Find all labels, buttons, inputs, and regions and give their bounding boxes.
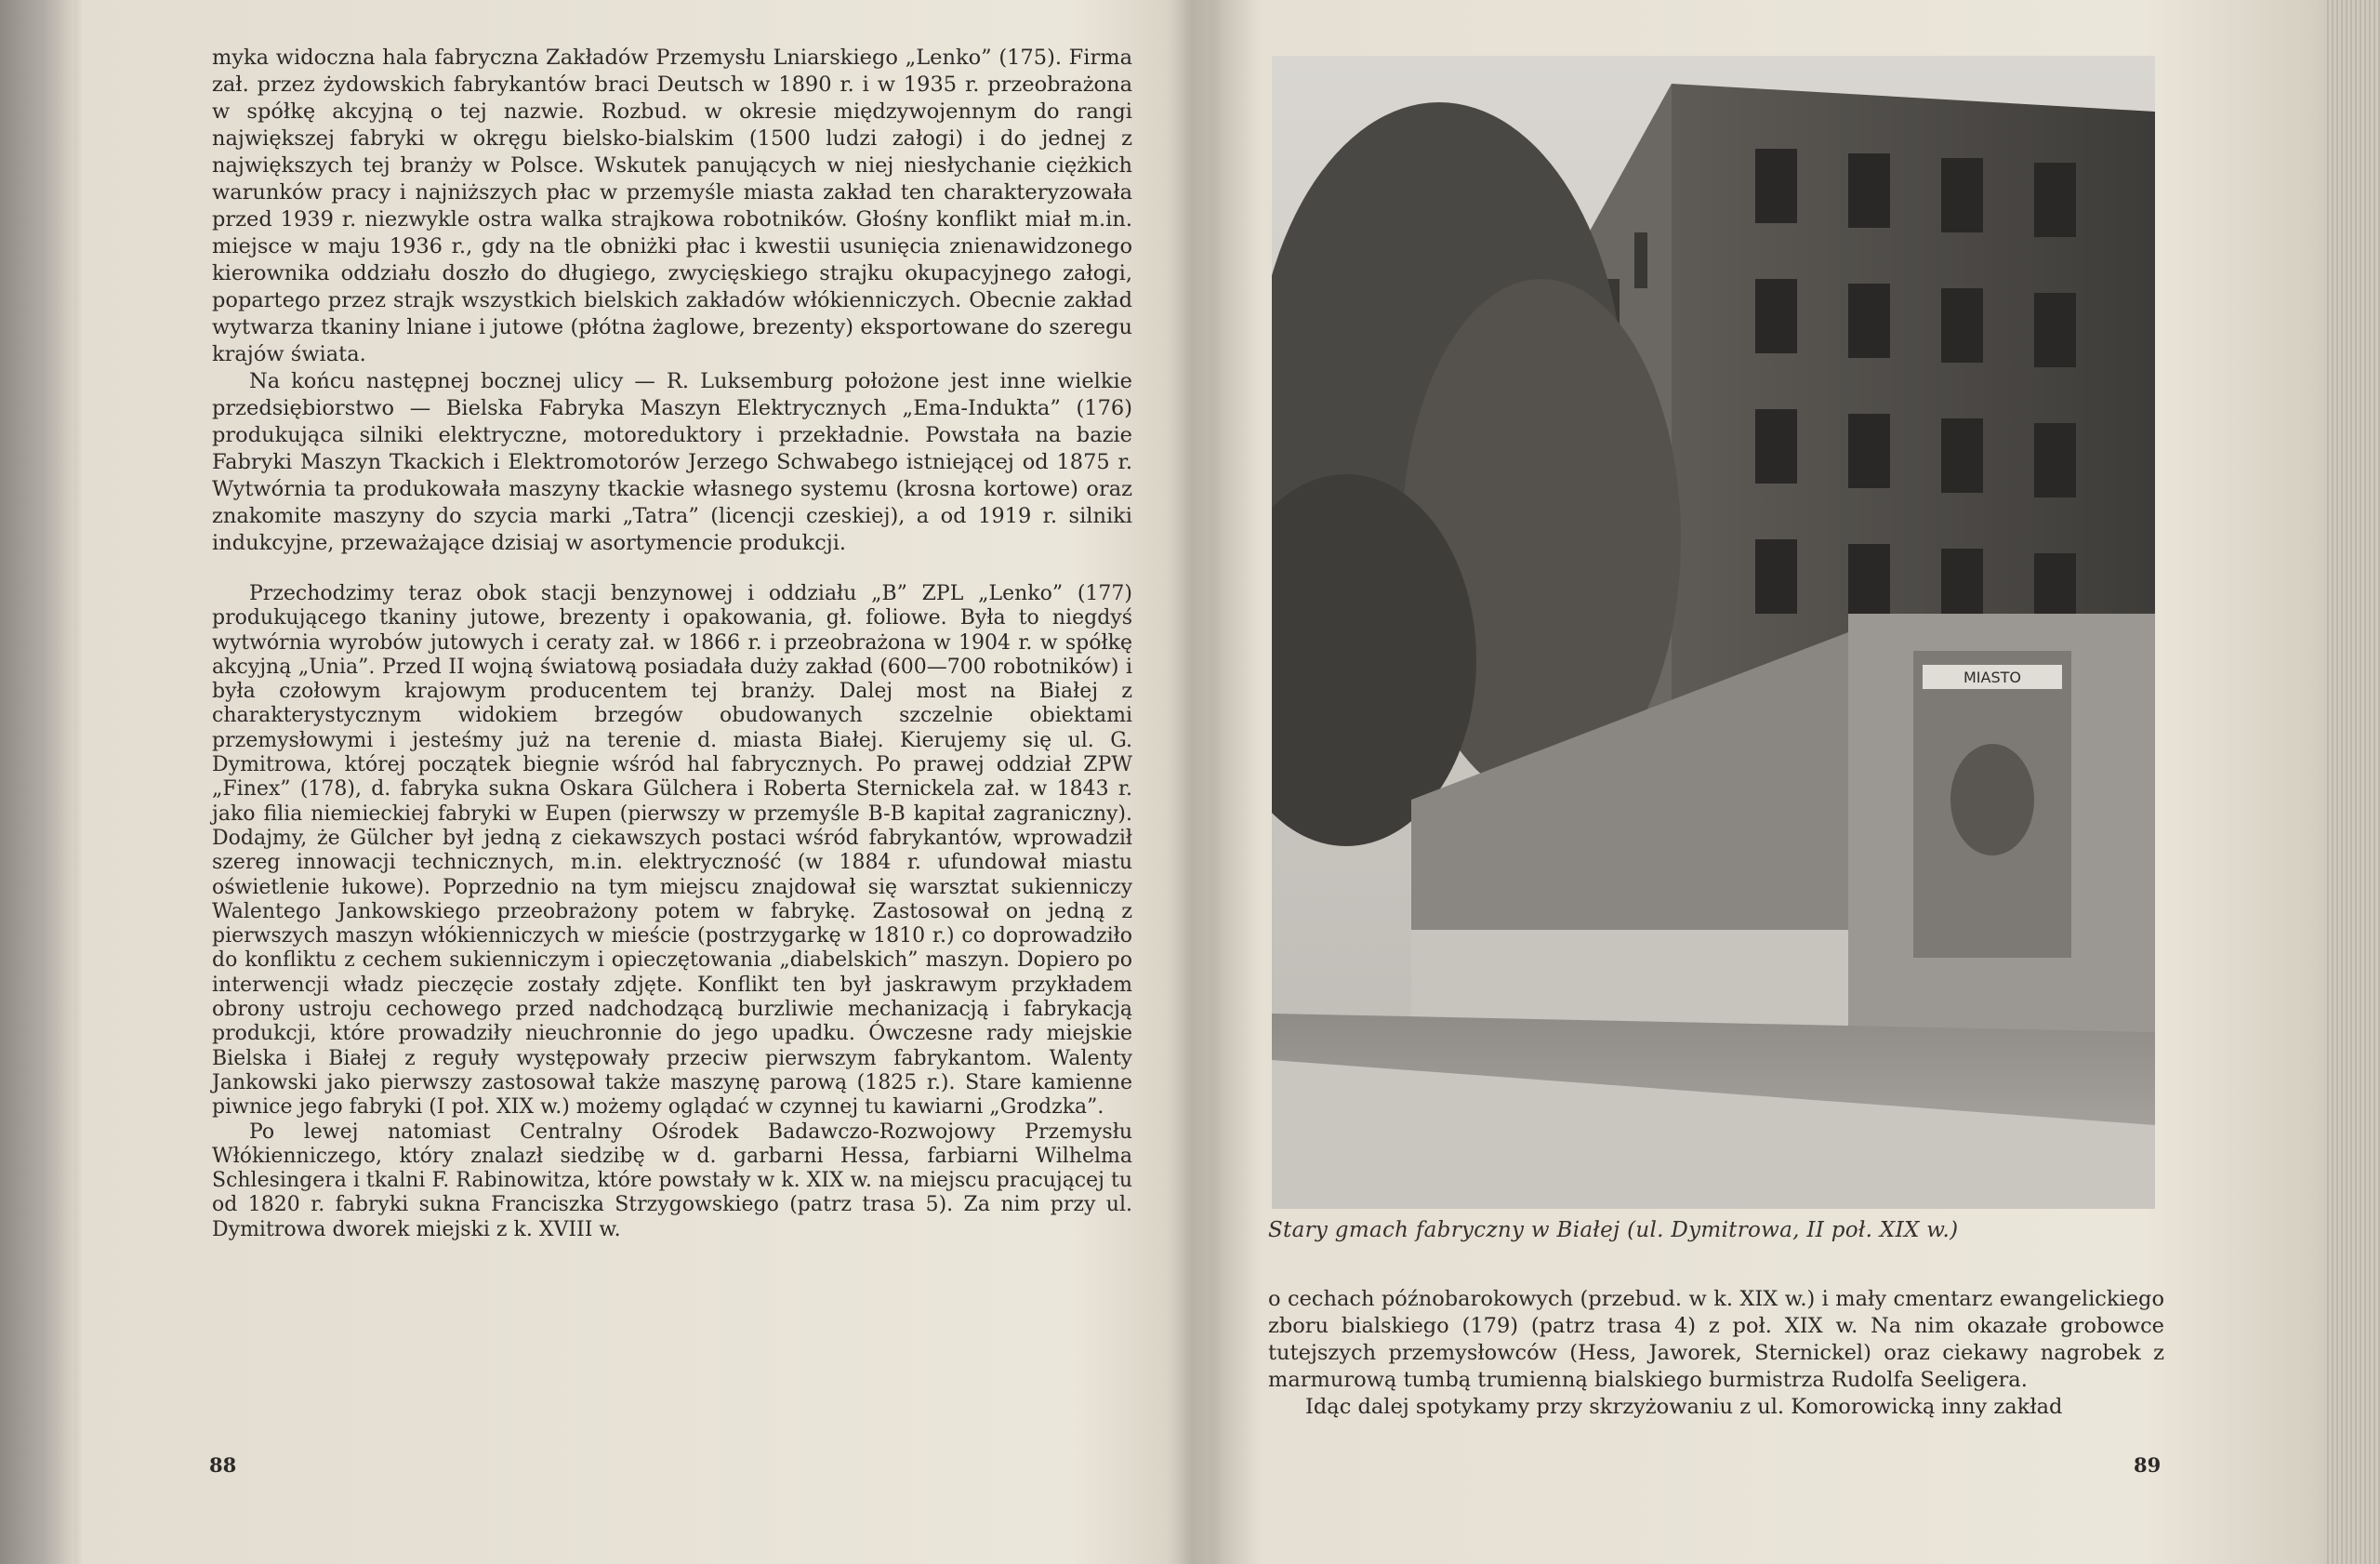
right-paragraph-1: o cechach późnobarokowych (przebud. w k. XIX w.) i mały cmentarz ewangelickiego zboru bialskiego (179) (patrz trasa 4) z poł. XIX w. Na nim okazałe grobowce tutejszych przemysłowców (Hess, Jaworek, Sternickel) oraz ciekawy nagrobek z marmurową tumbą trumienną bialskiego burmistrza Rudolfa Seeligera. xyxy=(1268,1287,2164,1392)
left-page-number: 88 xyxy=(209,1453,237,1477)
right-page-text xyxy=(1268,1286,2164,1421)
book-gutter xyxy=(1167,0,1223,1564)
left-paragraph-4: Po lewej natomiast Centralny Ośrodek Badawczo-Rozwojowy Przemysłu Włókienniczego, który znalazł siedzibę w d. garbarni Hessa, farbiarni Wilhelma Schlesingera i tkalni F. Rabinowitza, które powstały w k. XIX w. na miejscu pracującej tu od 1820 r. fabryki sukna Franciszka Strzygowskiego (patrz trasa 5). Za nim przy ul. Dymitrowa dworek miejski z k. XVIII w. xyxy=(212,1120,1132,1241)
photo-caption: Stary gmach fabryczny w Białej (ul. Dymitrowa, II poł. XIX w.) xyxy=(1268,1218,1959,1242)
book-page-edges xyxy=(2324,0,2380,1564)
left-paragraph-1: myka widoczna hala fabryczna Zakładów Przemysłu Lniarskiego „Lenko” (175). Firma zał. przez żydowskich fabrykantów braci Deutsch w 1890 r. i w 1935 r. przeobrażona w spółkę akcyjną o tej nazwie. Rozbud. w okresie międzywojennym do rangi największej fabryki w okręgu bielsko-bialskim (1500 ludzi załogi) i do jednej z największych tej branży w Polsce. Wskutek panujących w niej niesłychanie ciężkich warunków pracy i najniższych płac w przemyśle miasta zakład ten charakteryzowała przed 1939 r. niezwykle ostra walka strajkowa robotników. Głośny konflikt miał m.in. miejsce w maju 1936 r., gdy na tle obniżki płac i kwestii usunięcia znienawidzonego kierownika oddziału doszło do długiego, zwycięskiego strajku okupacyjnego załogi, popartego przez strajk wszystkich bielskich zakładów włókienniczych. Obecnie zakład wytwarza tkaniny lniane i jutowe (płótna żaglowe, brezenty) eksportowane do szeregu krajów świata. xyxy=(212,46,1132,366)
left-paragraph-3: Przechodzimy teraz obok stacji benzynowej i oddziału „B” ZPL „Lenko” (177) produkującego tkaniny jutowe, brezenty i opakowania, gł. foliowe. Była to niegdyś wytwórnia wyrobów jutowych i ceraty zał. w 1866 r. i przeobrażona w 1904 r. w spółkę akcyjną „Unia”. Przed II wojną światową posiadała duży zakład (600—700 robotników) i była czołowym krajowym producentem tej branży. Dalej most na Białej z charakterystycznym widokiem brzegów obudowanych szczelnie obiektami przemysłowymi i jesteśmy już na terenie d. miasta Białej. Kierujemy się ul. G. Dymitrowa, której początek biegnie wśród hal fabrycznych. Po prawej oddział ZPW „Finex” (178), d. fabryka sukna Oskara Gülchera i Roberta Sternickela zał. w 1843 r. jako filia niemieckiej fabryki w Eupen (pierwszy w przemyśle B-B kapitał zagraniczny). Dodajmy, że Gülcher był jedną z ciekawszych postaci wśród fabrykantów, wprowadził szereg innowacji technicznych, m.in. elektryczność (w 1884 r. ufundował miastu oświetlenie łukowe). Poprzednio na tym miejscu znajdował się warsztat sukienniczy Walentego Jankowskiego przeobrażony potem w fabrykę. Zastosował on jedną z pierwszych maszyn włókienniczych w mieście (postrzygarkę w 1810 r.) co doprowadziło do konfliktu z cechem sukienniczym i opieczętowania „diabelskich” maszyn. Dopiero po interwencji władz pieczęcie zostały zdjęte. Konflikt ten był jaskrawym przykładem obrony ustroju cechowego przed nadchodzącą burzliwie mechanizacją i fabrykacją produkcji, które prowadziły nieuchronnie do jego upadku. Ówczesne rady miejskie Bielska i Białej z reguły występowały przeciw pierwszym fabrykantom. Walenty Jankowski jako pierwszy zastosował także maszynę parową (1825 r.). Stare kamienne piwnice jego fabryki (I poł. XIX w.) możemy oglądać w czynnej tu kawiarni „Grodzka”. xyxy=(212,582,1132,1120)
right-page-number: 89 xyxy=(2134,1453,2162,1477)
right-paragraph-2: Idąc dalej spotykamy przy skrzyżowaniu z ul. Komorowicką inny zakład xyxy=(1305,1395,2063,1419)
book-left-edge xyxy=(0,0,74,1564)
left-paragraph-2: Na końcu następnej bocznej ulicy — R. Luksemburg położone jest inne wielkie przedsiębiorstwo — Bielska Fabryka Maszyn Elektrycznych „Ema-Indukta” (176) produkująca silniki elektryczne, motoreduktory i przekładnie. Powstała na bazie Fabryki Maszyn Tkackich i Elektromotorów Jerzego Schwabego istniejącej od 1875 r. Wytwórnia ta produkowała maszyny tkackie własnego systemu (krosna kortowe) oraz znakomite maszyny do szycia marki „Tatra” (licencji czeskiej), a od 1919 r. silniki indukcyjne, przeważające dzisiaj w asortymencie produkcji. xyxy=(212,369,1132,555)
right-page xyxy=(1255,45,2166,1495)
left-page xyxy=(212,45,1132,1495)
factory-photo xyxy=(1272,56,2155,1209)
factory-photo-image xyxy=(1272,56,2155,1209)
photo-sign-text: MIASTO xyxy=(1964,669,2021,686)
